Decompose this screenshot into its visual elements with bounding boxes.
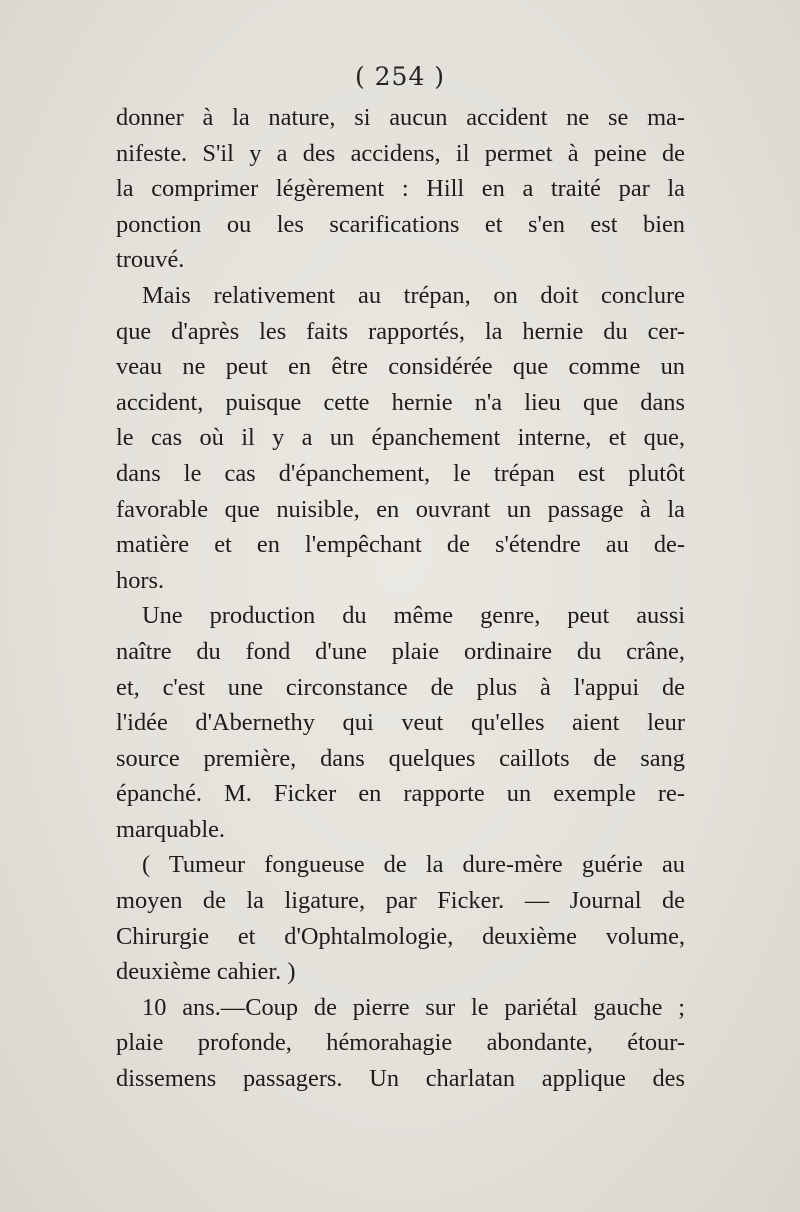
- text-line: plaie profonde, hémorahagie abondante, étour-: [116, 1029, 685, 1057]
- text-line: favorable que nuisible, en ouvrant un passage à la: [116, 495, 685, 523]
- text-line: Une production du même genre, peut aussi: [142, 602, 685, 630]
- paragraph: [116, 278, 685, 598]
- text-line: l'idée d'Abernethy qui veut qu'elles aient leur: [116, 709, 685, 737]
- text-line: veau ne peut en être considérée que comme un: [116, 353, 685, 381]
- text-line: dans le cas d'épanchement, le trépan est plutôt: [116, 459, 685, 487]
- text-line: trouvé.: [116, 246, 185, 274]
- text-line: moyen de la ligature, par Ficker. — Journal de: [116, 887, 685, 915]
- text-line: hors.: [116, 566, 165, 594]
- text-line: Mais relativement au trépan, on doit conclure: [142, 281, 685, 309]
- paragraph: [116, 100, 685, 278]
- text-line: accident, puisque cette hernie n'a lieu que dans: [116, 388, 685, 416]
- text-line: source première, dans quelques caillots de sang: [116, 744, 685, 772]
- text-line: ( Tumeur fongueuse de la dure-mère guérie au: [142, 851, 685, 879]
- text-line: Chirurgie et d'Ophtalmologie, deuxième volume,: [116, 922, 685, 950]
- text-line: dissemens passagers. Un charlatan applique des: [116, 1065, 685, 1093]
- text-line: marquable.: [116, 815, 226, 843]
- text-line: deuxième cahier. ): [116, 958, 296, 986]
- text-line: naître du fond d'une plaie ordinaire du crâne,: [116, 637, 685, 665]
- paragraph: [116, 847, 685, 989]
- paragraph: [116, 990, 685, 1097]
- paragraph: [116, 598, 685, 847]
- text-line: que d'après les faits rapportés, la hernie du cer-: [116, 317, 685, 345]
- text-line: ponction ou les scarifications et s'en est bien: [116, 210, 685, 238]
- text-line: donner à la nature, si aucun accident ne se ma-: [116, 104, 685, 131]
- text-line: matière et en l'empêchant de s'étendre au de-: [116, 531, 685, 559]
- body-text: [116, 100, 685, 1097]
- text-line: la comprimer légèrement : Hill en a traité par la: [116, 175, 685, 203]
- page-number: ( 254 ): [354, 62, 446, 91]
- text-line: nifeste. S'il y a des accidens, il permet à peine de: [116, 139, 685, 167]
- text-line: et, c'est une circonstance de plus à l'appui de: [116, 673, 685, 701]
- text-line: 10 ans.—Coup de pierre sur le pariétal gauche ;: [142, 993, 685, 1021]
- text-line: le cas où il y a un épanchement interne, et que,: [116, 424, 685, 452]
- text-line: épanché. M. Ficker en rapporte un exemple re-: [116, 780, 685, 808]
